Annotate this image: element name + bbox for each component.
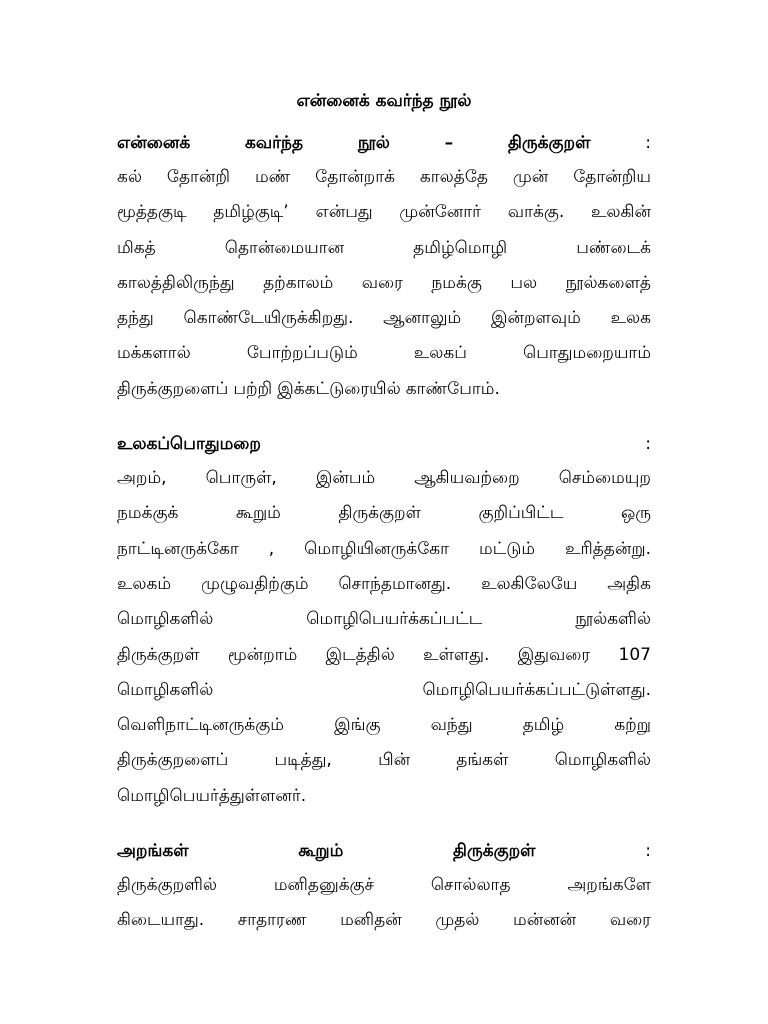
paragraph-line: உலகம் முழுவதிற்கும் சொந்தமானது. உலகிலேயே அதிக [117,573,651,594]
paragraph-line: திருக்குறளைப் படித்து, பின் தங்கள் மொழிகளில் [117,750,651,771]
paragraph [117,160,651,407]
paragraph-line: நமக்குக் கூறும் திருக்குறள் குறிப்பிட்ட ஒரு [117,503,651,524]
paragraph-line: கிடையாது. சாதாரண மனிதன் முதல் மன்னன் வரை [117,910,651,931]
section-heading [117,427,651,461]
heading-word: திருக்குறள் [453,841,536,862]
heading-colon: : [645,133,651,153]
paragraph-line: மொழிகளில் மொழிபெயர்க்கப்பட்ட நூல்களில் [117,609,651,630]
paragraph-line: வெளிநாட்டினருக்கும் இங்கு வந்து தமிழ் கற்று [117,715,651,736]
paragraph-line: மூத்தகுடி தமிழ்குடி’ என்பது முன்னோர் வாக்கு. உலகின் [117,202,651,223]
heading-word: உலகப்பொதுமறை [117,434,261,455]
section-heading [117,126,651,160]
paragraph-line: திருக்குறளைப் பற்றி இக்கட்டுரையில் காண்போம். [117,378,500,399]
heading-word: கூறும் [298,841,344,862]
paragraph-line: மொழிபெயர்த்துள்ளனர். [117,785,307,806]
paragraph-line: கல் தோன்றி மண் தோன்றாக் காலத்தே முன் தோன்றிய [117,167,651,187]
heading-word: – [444,133,454,153]
document-title: என்னைக் கவர்ந்த நூல் [296,91,472,111]
paragraph-line: தந்து கொண்டேயிருக்கிறது. ஆனாலும் இன்றளவும் உலக [117,308,651,329]
paragraph [117,868,651,939]
heading-colon: : [645,841,651,862]
paragraph-line: மிகத் தொன்மையான தமிழ்மொழி பண்டைக் [117,237,651,258]
paragraph-line: திருக்குறளில் மனிதனுக்குச் சொல்லாத அறங்களே [117,875,651,896]
heading-word: நூல் [357,133,390,153]
paragraph-line: காலத்திலிருந்து தற்காலம் வரை நமக்கு பல நூல்களைத் [117,272,651,293]
document-page [117,84,651,959]
heading-colon: : [645,434,651,455]
paragraph-line: மொழிகளில் மொழிபெயர்க்கப்பட்டுள்ளது. [117,679,651,700]
paragraph-line: மக்களால் போற்றப்படும் உலகப் பொதுமறையாம் [117,343,651,364]
paragraph-line: அறம், பொருள், இன்பம் ஆகியவற்றை செம்மையுற [117,468,651,489]
paragraph [117,461,651,814]
heading-word: கவர்ந்த [245,133,304,153]
heading-word: என்னைக் [117,133,191,153]
heading-word: அறங்கள் [117,841,189,862]
heading-word: திருக்குறள் [507,133,591,153]
section-heading [117,834,651,868]
paragraph-line: திருக்குறள் மூன்றாம் இடத்தில் உள்ளது. இதுவரை 107 [117,644,651,665]
paragraph-line: நாட்டினருக்கோ , மொழியினருக்கோ மட்டும் உரித்தன்று. [117,538,651,559]
document-body [117,126,651,939]
